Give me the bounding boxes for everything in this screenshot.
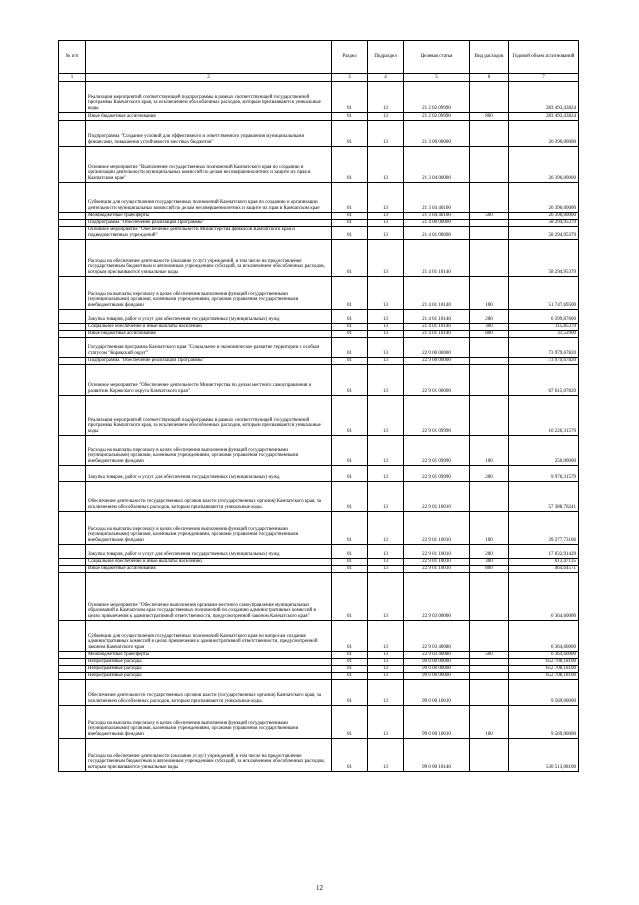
target-article-cell: 21 4 01 10140 [404, 324, 470, 331]
table-row [59, 482, 579, 512]
expense-type-cell: 300 [470, 559, 509, 566]
row-num-cell [59, 220, 86, 227]
row-num-cell [59, 358, 86, 365]
row-num-cell [59, 213, 86, 220]
razdel-cell: 01 [332, 147, 368, 183]
expense-name-cell: Иные бюджетные ассигнования [86, 331, 332, 338]
target-article-cell: 99 0 00 00000 [404, 673, 470, 680]
expense-name-cell: Непрограммные расходы [86, 673, 332, 680]
header-target-article: Целевая статья [404, 41, 470, 74]
expense-name-cell: Основное мероприятие "Обеспечение выполнения органами местного самоуправления муниципальных образований в Камчатском крае государственных полномочий по созданию административных комиссий в целях привлечения к административной ответственности, предусмотренной законом Камчатского края" [86, 573, 332, 621]
annual-sum-cell: 6 364,60000 [509, 621, 579, 652]
annual-sum-cell: 652 708,18100 [509, 673, 579, 680]
expense-name-cell: Обеспечение деятельности государственных органов власти (государственных органов) Камчатского края, за исключением обособленных расходов, которым присваиваются уникальные коды. [86, 680, 332, 706]
expense-type-cell [470, 396, 509, 436]
expense-type-cell: 500 [470, 213, 509, 220]
podrazdel-cell: 13 [368, 659, 404, 666]
row-num-cell [59, 240, 86, 277]
razdel-cell: 01 [332, 365, 368, 396]
annual-sum-cell: 6 364,60000 [509, 652, 579, 659]
target-article-cell: 99 0 00 10010 [404, 680, 470, 706]
row-num-cell [59, 706, 86, 739]
expense-type-cell [470, 739, 509, 772]
podrazdel-cell: 13 [368, 358, 404, 365]
table-row [59, 680, 579, 706]
target-article-cell: 22 9 01 00000 [404, 365, 470, 396]
row-num-cell [59, 338, 86, 358]
expense-type-cell [470, 482, 509, 512]
razdel-cell: 01 [332, 482, 368, 512]
razdel-cell: 01 [332, 566, 368, 573]
podrazdel-cell: 13 [368, 545, 404, 559]
table-row [59, 545, 579, 559]
podrazdel-cell: 13 [368, 310, 404, 324]
razdel-cell: 01 [332, 113, 368, 121]
podrazdel-cell: 13 [368, 566, 404, 573]
row-num-cell [59, 436, 86, 466]
razdel-cell: 01 [332, 324, 368, 331]
target-article-cell: 21 3 00 00000 [404, 121, 470, 147]
expense-name-cell: Закупка товаров, работ и услуг для обеспечения государственных (муниципальных) нужд [86, 310, 332, 324]
row-num-cell [59, 566, 86, 573]
header-name [86, 41, 332, 74]
expense-name-cell: Реализация мероприятий соответствующей подпрограммы в рамках соответствующей государственной программы Камчатского края, за исключением обособленных расходов, которым присваиваются уникальные коды [86, 82, 332, 113]
expense-name-cell: Закупка товаров, работ и услуг для обеспечения государственных (муниципальных) нужд [86, 545, 332, 559]
expense-type-cell [470, 183, 509, 213]
expense-name-cell: Закупка товаров, работ и услуг для обеспечения государственных (муниципальных) нужд [86, 466, 332, 482]
expense-type-cell [470, 621, 509, 652]
expense-type-cell [470, 358, 509, 365]
annual-sum-cell: 51 747,69500 [509, 277, 579, 310]
annual-sum-cell: 26 396,00000 [509, 121, 579, 147]
razdel-cell: 01 [332, 121, 368, 147]
expense-type-cell [470, 659, 509, 666]
row-num-cell [59, 659, 86, 666]
row-num-cell [59, 277, 86, 310]
row-num-cell [59, 621, 86, 652]
razdel-cell: 01 [332, 512, 368, 545]
column-index: 5 [404, 74, 470, 82]
table-row [59, 324, 579, 331]
header-expense-type: Вид расходов [470, 41, 509, 74]
table-row [59, 573, 579, 621]
target-article-cell: 22 9 03 00000 [404, 573, 470, 621]
target-article-cell: 22 9 00 00000 [404, 358, 470, 365]
table-row [59, 331, 579, 338]
annual-sum-cell: 67 615,07820 [509, 365, 579, 396]
row-num-cell [59, 324, 86, 331]
table-row [59, 466, 579, 482]
table-row [59, 338, 579, 358]
annual-sum-cell: 17 032,91429 [509, 545, 579, 559]
row-num-cell [59, 121, 86, 147]
expense-type-cell [470, 666, 509, 673]
expense-name-cell: Субвенции для осуществления государственных полномочий Камчатского края по вопросам создания административных комиссий в целях привлечения к административной ответственности, предусмотренной законом Камчатского края [86, 621, 332, 652]
expense-name-cell: Межбюджетные трансферты [86, 213, 332, 220]
expense-type-cell [470, 220, 509, 227]
target-article-cell: 21 4 01 00000 [404, 227, 470, 240]
razdel-cell: 01 [332, 436, 368, 466]
podrazdel-cell: 13 [368, 680, 404, 706]
row-num-cell [59, 396, 86, 436]
target-article-cell: 22 9 01 10010 [404, 566, 470, 573]
target-article-cell: 99 0 00 10010 [404, 706, 470, 739]
expense-type-cell [470, 365, 509, 396]
razdel-cell: 01 [332, 739, 368, 772]
expense-name-cell: Расходы на выплаты персоналу в целях обеспечения выполнения функций государственными (муниципальными) органами, казенными учреждениями, органами управления государственными внебюджетными фондами [86, 512, 332, 545]
annual-sum-cell: 6 399,87600 [509, 310, 579, 324]
target-article-cell: 22 0 00 00000 [404, 338, 470, 358]
razdel-cell: 01 [332, 573, 368, 621]
table-row [59, 82, 579, 113]
expense-name-cell: Субвенции для осуществления государственных полномочий Камчатского края по созданию и организации деятельности муниципальных комиссий по делам несовершеннолетних и защите их прав в Камчатском крае [86, 183, 332, 213]
annual-sum-cell: 9 569,00000 [509, 680, 579, 706]
column-index: 4 [368, 74, 404, 82]
expense-type-cell: 200 [470, 310, 509, 324]
table-row [59, 659, 579, 666]
table-row [59, 512, 579, 545]
row-num-cell [59, 652, 86, 659]
annual-sum-cell: 26 396,00000 [509, 213, 579, 220]
annual-sum-cell: 57 388,76241 [509, 482, 579, 512]
annual-sum-cell: 9 976,31579 [509, 466, 579, 482]
target-article-cell: 21 4 01 10140 [404, 277, 470, 310]
row-num-cell [59, 482, 86, 512]
row-num-cell [59, 666, 86, 673]
podrazdel-cell: 13 [368, 240, 404, 277]
expense-name-cell: Межбюджетные трансферты [86, 652, 332, 659]
table-row [59, 113, 579, 121]
expense-name-cell: Подпрограмма "Создание условий для эффективного и ответственного управления муниципальными финансами, повышения устойчивости местных бюджетов" [86, 121, 332, 147]
podrazdel-cell: 13 [368, 365, 404, 396]
podrazdel-cell: 13 [368, 183, 404, 213]
expense-name-cell: Непрограммные расходы [86, 666, 332, 673]
row-num-cell [59, 673, 86, 680]
expense-name-cell: Социальное обеспечение и иные выплаты населению [86, 559, 332, 566]
podrazdel-cell: 13 [368, 673, 404, 680]
row-num-cell [59, 512, 86, 545]
table-row [59, 240, 579, 277]
razdel-cell: 01 [332, 673, 368, 680]
row-num-cell [59, 466, 86, 482]
razdel-cell: 01 [332, 396, 368, 436]
target-article-cell: 21 4 01 10140 [404, 331, 470, 338]
target-article-cell: 21 3 04 40100 [404, 183, 470, 213]
table-row [59, 666, 579, 673]
razdel-cell: 01 [332, 220, 368, 227]
expense-type-cell: 100 [470, 512, 509, 545]
expense-name-cell: Реализация мероприятий соответствующей подпрограммы в рамках соответствующей государственной программы Камчатского края, за исключением обособленных расходов, которым присваиваются уникальные коды [86, 396, 332, 436]
annual-sum-cell: 10 226,31579 [509, 396, 579, 436]
target-article-cell: 21 4 01 10140 [404, 310, 470, 324]
expense-type-cell: 100 [470, 706, 509, 739]
expense-name-cell: Расходы на обеспечение деятельности (оказание услуг) учреждений, в том числе на предоставление государственным бюджетным и автономным учреждениям субсидий, за исключением обособленных расходов, которым присваиваются уникальные коды [86, 739, 332, 772]
podrazdel-cell: 13 [368, 621, 404, 652]
expense-type-cell: 300 [470, 324, 509, 331]
razdel-cell: 01 [332, 706, 368, 739]
podrazdel-cell: 13 [368, 512, 404, 545]
column-index: 1 [59, 74, 86, 82]
razdel-cell: 01 [332, 545, 368, 559]
podrazdel-cell: 13 [368, 559, 404, 566]
target-article-cell: 22 9 03 40080 [404, 652, 470, 659]
expense-name-cell: Расходы на выплаты персоналу в целях обеспечения выполнения функций государственными (муниципальными) органами, казенными учреждениями, органами управления государственными внебюджетными фондами [86, 436, 332, 466]
row-num-cell [59, 310, 86, 324]
annual-sum-cell: 652 708,18100 [509, 666, 579, 673]
razdel-cell: 01 [332, 310, 368, 324]
podrazdel-cell: 13 [368, 82, 404, 113]
podrazdel-cell: 13 [368, 436, 404, 466]
expense-name-cell: Государственная программа Камчатского края "Социальное и экономическое развитие территории с особым статусом "Корякский округ" [86, 338, 332, 358]
expense-name-cell: Иные бюджетные ассигнования [86, 566, 332, 573]
annual-sum-cell: 58 294,95379 [509, 227, 579, 240]
annual-sum-cell: 283 493,43824 [509, 82, 579, 113]
row-num-cell [59, 680, 86, 706]
column-index-row [59, 74, 579, 82]
table-row [59, 213, 579, 220]
annual-sum-cell: 250,00000 [509, 436, 579, 466]
expense-name-cell: Основное мероприятие "Обеспечение деятельности Министерства по делам местного самоуправления и развитию Корякского округа Камчатского края" [86, 365, 332, 396]
annual-sum-cell: 26 396,00000 [509, 183, 579, 213]
razdel-cell: 01 [332, 652, 368, 659]
annual-sum-cell: 73 979,67820 [509, 338, 579, 358]
expense-type-cell [470, 338, 509, 358]
expense-name-cell: Иные бюджетные ассигнования [86, 113, 332, 121]
annual-sum-cell: 530 513,08100 [509, 739, 579, 772]
row-num-cell [59, 147, 86, 183]
annual-sum-cell: 613,47135 [509, 559, 579, 566]
column-index: 6 [470, 74, 509, 82]
table-body [59, 82, 579, 772]
podrazdel-cell: 13 [368, 396, 404, 436]
razdel-cell: 01 [332, 277, 368, 310]
expense-type-cell: 800 [470, 113, 509, 121]
column-index: 7 [509, 74, 579, 82]
expense-type-cell [470, 82, 509, 113]
expense-type-cell: 500 [470, 652, 509, 659]
expense-name-cell: Основное мероприятие "Обеспечение деятельности Министерства финансов Камчатского края и подведомственных учреждений" [86, 227, 332, 240]
header-annual-sum: Годовой объем ассигнований [509, 41, 579, 74]
target-article-cell: 99 0 00 10140 [404, 739, 470, 772]
annual-sum-cell: 9 569,00000 [509, 706, 579, 739]
expense-type-cell: 100 [470, 436, 509, 466]
podrazdel-cell: 13 [368, 338, 404, 358]
target-article-cell: 22 9 01 10010 [404, 482, 470, 512]
expense-type-cell: 200 [470, 466, 509, 482]
podrazdel-cell: 13 [368, 666, 404, 673]
podrazdel-cell: 13 [368, 331, 404, 338]
table-row [59, 396, 579, 436]
row-num-cell [59, 573, 86, 621]
podrazdel-cell: 13 [368, 482, 404, 512]
razdel-cell: 01 [332, 338, 368, 358]
expense-name-cell: Социальное обеспечение и иные выплаты населению [86, 324, 332, 331]
razdel-cell: 01 [332, 82, 368, 113]
table-row [59, 621, 579, 652]
table-row [59, 436, 579, 466]
expense-type-cell: 100 [470, 277, 509, 310]
table-row [59, 566, 579, 573]
row-num-cell [59, 183, 86, 213]
table-row [59, 739, 579, 772]
table-row [59, 147, 579, 183]
expense-type-cell [470, 680, 509, 706]
table-row [59, 652, 579, 659]
table-row [59, 706, 579, 739]
column-index: 3 [332, 74, 368, 82]
target-article-cell: 22 9 01 09990 [404, 436, 470, 466]
podrazdel-cell: 13 [368, 121, 404, 147]
razdel-cell: 01 [332, 621, 368, 652]
row-num-cell [59, 559, 86, 566]
table-row [59, 277, 579, 310]
target-article-cell: 22 9 01 10010 [404, 512, 470, 545]
target-article-cell: 21 3 04 40100 [404, 213, 470, 220]
expense-type-cell [470, 240, 509, 277]
table-row [59, 358, 579, 365]
expense-name-cell: Обеспечение деятельности государственных органов власти (государственных органов) Камчатского края, за исключением обособленных расходов, которым присваиваются уникальные коды. [86, 482, 332, 512]
row-num-cell [59, 331, 86, 338]
razdel-cell: 01 [332, 358, 368, 365]
column-index: 2 [86, 74, 332, 82]
target-article-cell: 99 0 00 00000 [404, 666, 470, 673]
expense-type-cell [470, 573, 509, 621]
expense-name-cell: Основное мероприятие "Выполнение государственных полномочий Камчатского края по созданию и организации деятельности муниципальных комиссий по делам несовершеннолетних и защите их прав в Камчатском крае" [86, 147, 332, 183]
table-row [59, 559, 579, 566]
expense-type-cell [470, 673, 509, 680]
budget-table [58, 40, 579, 772]
expense-type-cell: 800 [470, 566, 509, 573]
target-article-cell: 21 4 01 10140 [404, 240, 470, 277]
razdel-cell: 01 [332, 213, 368, 220]
target-article-cell: 21 2 02 09990 [404, 113, 470, 121]
table-row [59, 310, 579, 324]
razdel-cell: 01 [332, 240, 368, 277]
annual-sum-cell: 39 277,73106 [509, 512, 579, 545]
expense-name-cell: Непрограммные расходы [86, 659, 332, 666]
podrazdel-cell: 13 [368, 324, 404, 331]
razdel-cell: 01 [332, 331, 368, 338]
expense-name-cell: Подпрограмма "Обеспечение реализации Программы" [86, 220, 332, 227]
annual-sum-cell: 31,52900 [509, 331, 579, 338]
expense-type-cell [470, 121, 509, 147]
target-article-cell: 21 3 04 00000 [404, 147, 470, 183]
header-razdel: Раздел [332, 41, 368, 74]
target-article-cell: 21 2 02 09990 [404, 82, 470, 113]
table-row [59, 227, 579, 240]
row-num-cell [59, 739, 86, 772]
annual-sum-cell: 283 493,43824 [509, 113, 579, 121]
annual-sum-cell: 26 396,00000 [509, 147, 579, 183]
podrazdel-cell: 13 [368, 113, 404, 121]
annual-sum-cell: 652 708,18100 [509, 659, 579, 666]
annual-sum-cell: 58 294,95379 [509, 240, 579, 277]
razdel-cell: 01 [332, 659, 368, 666]
podrazdel-cell: 13 [368, 652, 404, 659]
target-article-cell: 22 9 01 09990 [404, 466, 470, 482]
target-article-cell: 99 0 00 00000 [404, 659, 470, 666]
table-header-row [59, 41, 579, 74]
annual-sum-cell: 58 294,95379 [509, 220, 579, 227]
expense-name-cell: Подпрограмма "Обеспечение реализации Программы" [86, 358, 332, 365]
expense-type-cell: 800 [470, 331, 509, 338]
podrazdel-cell: 13 [368, 573, 404, 621]
expense-name-cell: Расходы на выплаты персоналу в целях обеспечения выполнения функций государственными (муниципальными) органами, казенными учреждениями, органами управления государственными внебюджетными фондами [86, 277, 332, 310]
row-num-cell [59, 82, 86, 113]
header-num: № п/п [59, 41, 86, 74]
expense-type-cell: 200 [470, 545, 509, 559]
header-podrazdel: Подраздел [368, 41, 404, 74]
razdel-cell: 01 [332, 183, 368, 213]
page-number: 12 [316, 884, 323, 892]
table-row [59, 673, 579, 680]
podrazdel-cell: 13 [368, 739, 404, 772]
podrazdel-cell: 13 [368, 227, 404, 240]
row-num-cell [59, 365, 86, 396]
target-article-cell: 22 9 01 10010 [404, 545, 470, 559]
razdel-cell: 01 [332, 227, 368, 240]
row-num-cell [59, 227, 86, 240]
target-article-cell: 22 9 01 09990 [404, 396, 470, 436]
podrazdel-cell: 13 [368, 277, 404, 310]
razdel-cell: 01 [332, 466, 368, 482]
podrazdel-cell: 13 [368, 466, 404, 482]
razdel-cell: 01 [332, 666, 368, 673]
row-num-cell [59, 113, 86, 121]
target-article-cell: 22 9 01 10010 [404, 559, 470, 566]
target-article-cell: 21 4 00 00000 [404, 220, 470, 227]
table-row [59, 121, 579, 147]
podrazdel-cell: 13 [368, 213, 404, 220]
razdel-cell: 01 [332, 680, 368, 706]
table-row [59, 365, 579, 396]
table-row [59, 183, 579, 213]
table-row [59, 220, 579, 227]
row-num-cell [59, 545, 86, 559]
expense-name-cell: Расходы на выплаты персоналу в целях обеспечения выполнения функций государственными (муниципальными) органами, казенными учреждениями, органами управления государственными внебюджетными фондами [86, 706, 332, 739]
annual-sum-cell: 6 364,60000 [509, 573, 579, 621]
expense-type-cell [470, 147, 509, 183]
expense-name-cell: Расходы на обеспечение деятельности (оказание услуг) учреждений, в том числе на предоставление государственным бюджетным и автономным учреждениям субсидий, за исключением обособленных расходов, которым присваиваются уникальные коды [86, 240, 332, 277]
expense-type-cell [470, 227, 509, 240]
target-article-cell: 22 9 03 40080 [404, 621, 470, 652]
annual-sum-cell: 73 979,67820 [509, 358, 579, 365]
podrazdel-cell: 13 [368, 706, 404, 739]
razdel-cell: 01 [332, 559, 368, 566]
podrazdel-cell: 13 [368, 147, 404, 183]
annual-sum-cell: 464,64571 [509, 566, 579, 573]
podrazdel-cell: 13 [368, 220, 404, 227]
annual-sum-cell: 115,85379 [509, 324, 579, 331]
